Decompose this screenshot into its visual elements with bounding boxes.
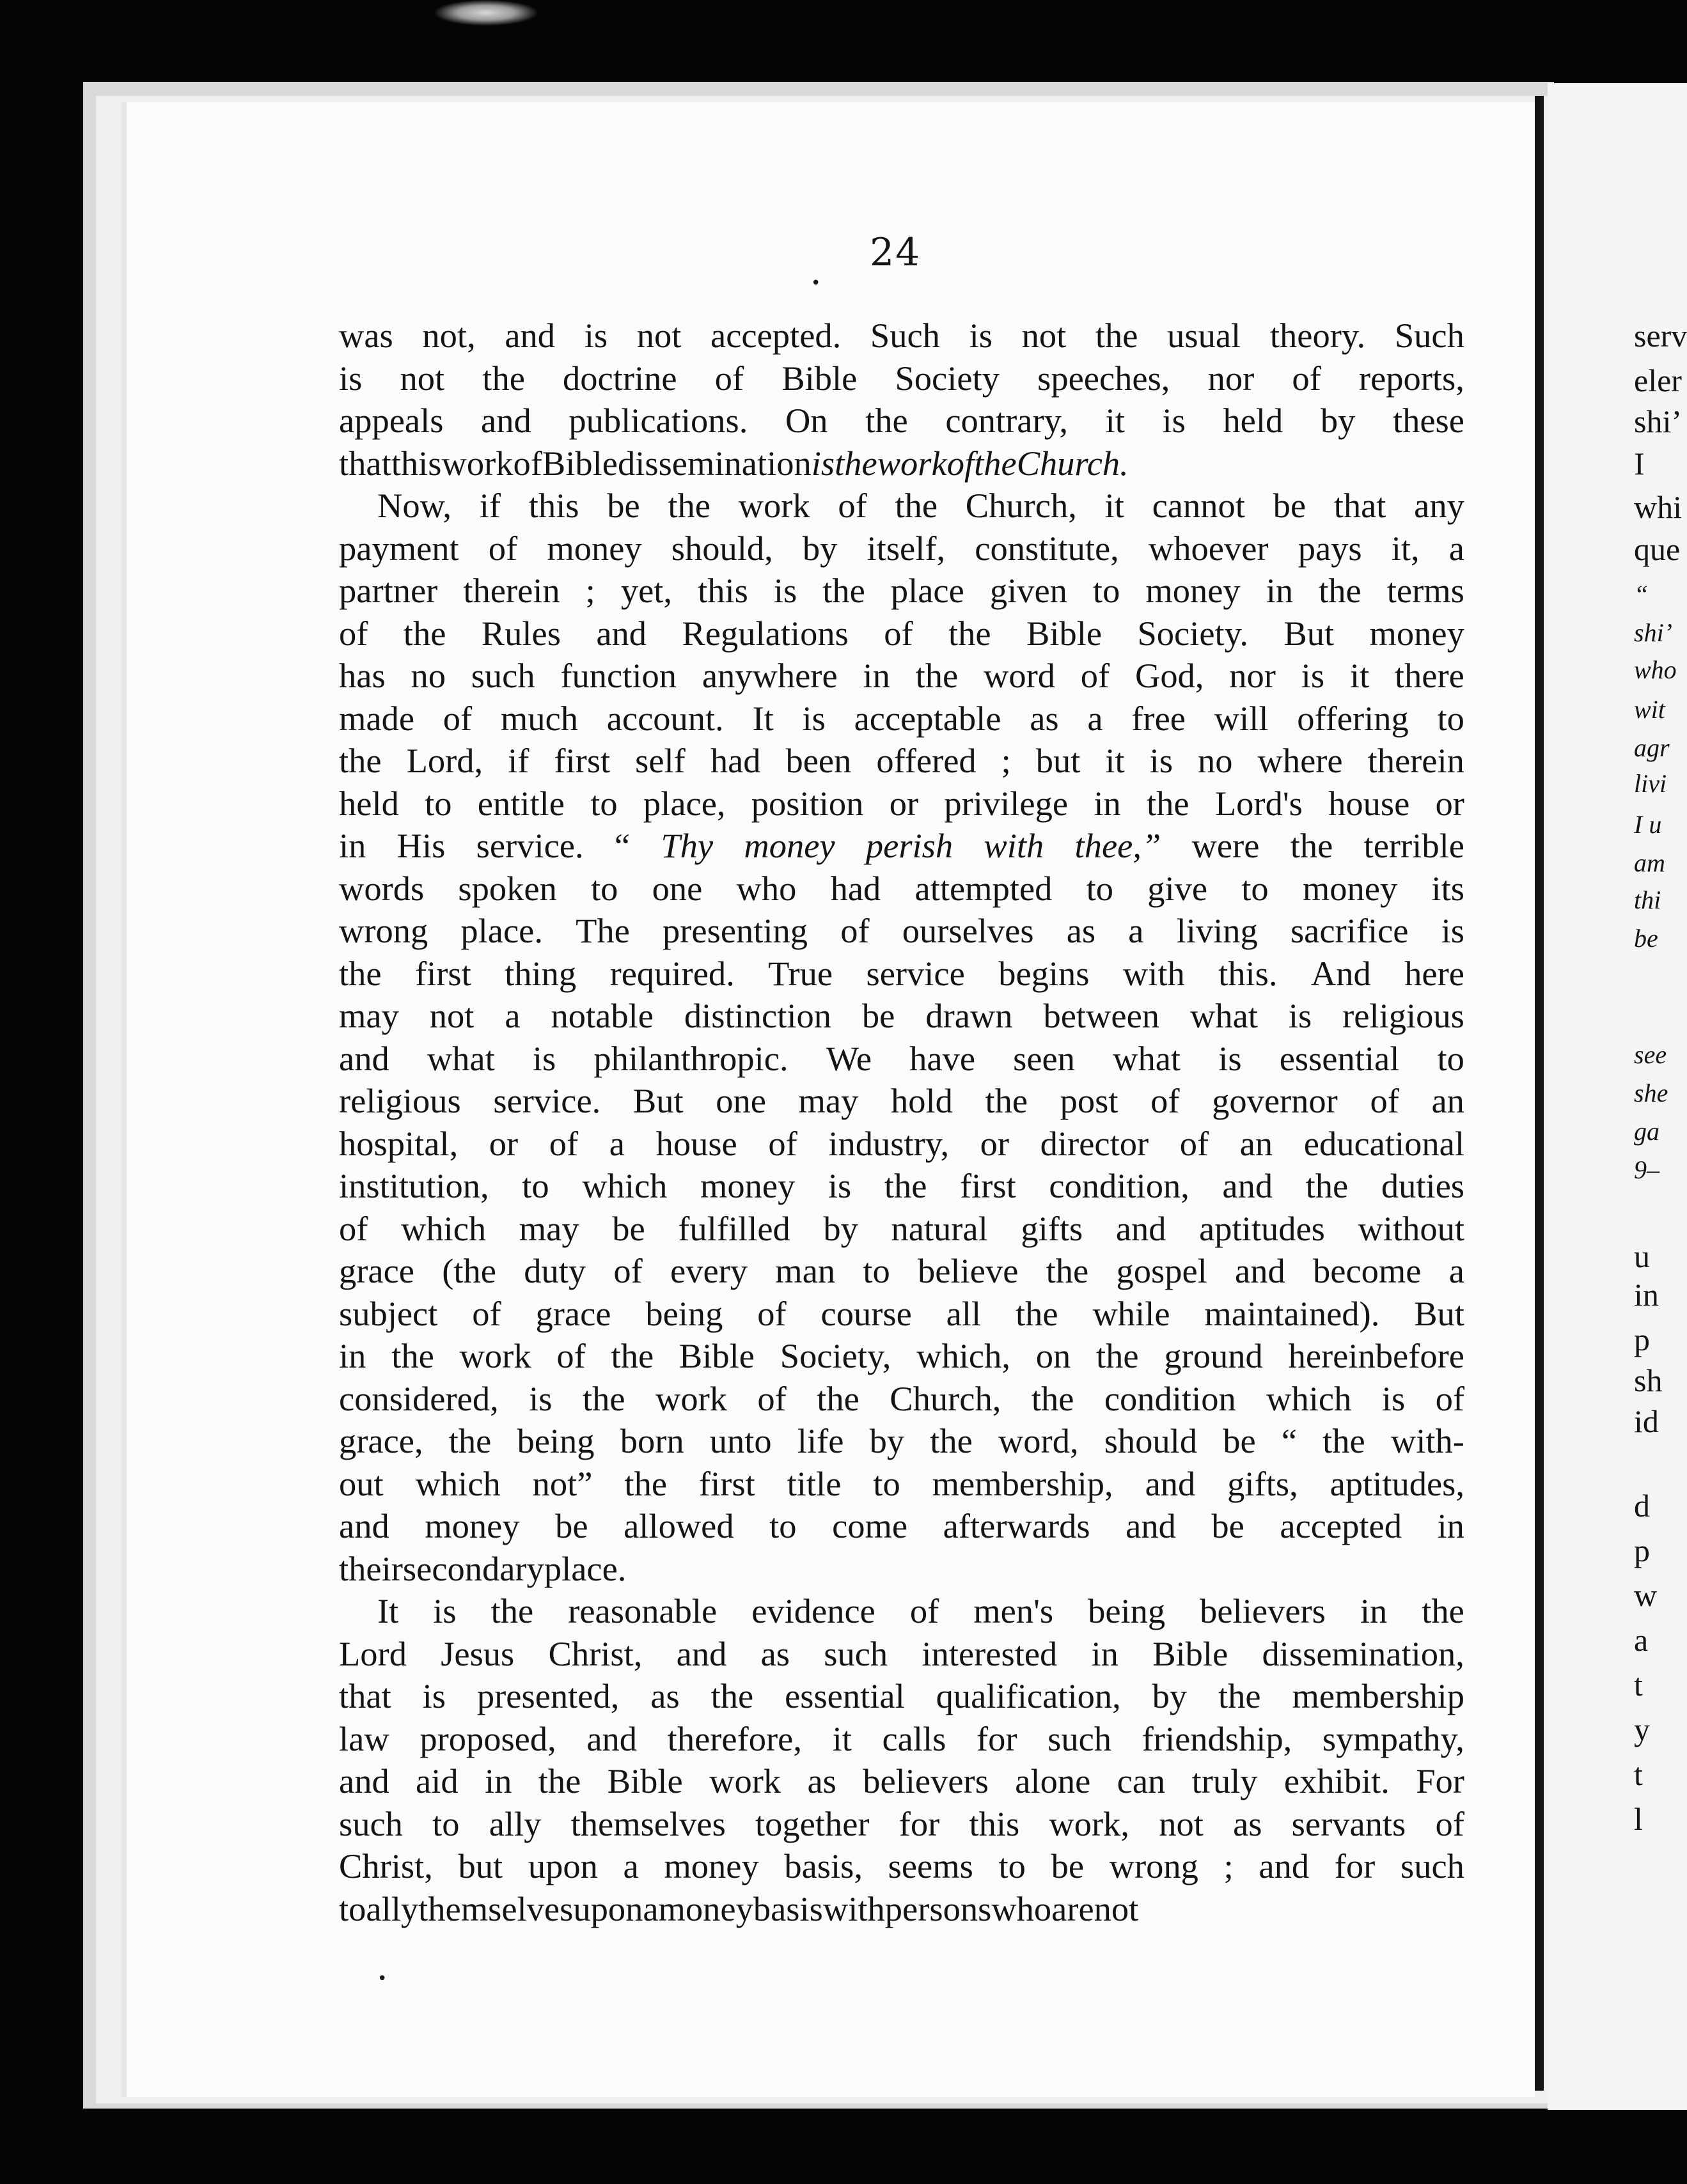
text-line: institution, to which money is the first condition, and the duties [339,1166,1464,1205]
facing-page-fragment: in [1634,1277,1659,1313]
facing-page-fragment: wit [1634,695,1665,724]
text-line: hospital, or of a house of industry, or director of an educational [339,1123,1464,1163]
facing-page-fragment: “ [1634,580,1649,609]
text-line: appeals and publications. On the contrary, it is held by these [339,401,1464,440]
facing-page-fragment: am [1634,848,1665,877]
page-body-text [339,315,1464,1930]
text-line: Now, if this be the work of the Church, it cannot be that any [377,486,1464,525]
facing-page-fragment: y [1634,1712,1650,1747]
text-line: grace, the being born unto life by the word, should be “ the with- [339,1421,1464,1460]
facing-page-fragment: 9– [1634,1155,1660,1184]
text-line: out which not” the first title to membership, and gifts, aptitudes, [339,1463,1464,1503]
text-line: that is presented, as the essential qualification, by the membership [339,1676,1464,1715]
facing-page-fragment: she [1634,1079,1668,1107]
page-number: 24 [870,230,922,275]
text-line: may not a notable distinction be drawn between what is religious [339,996,1464,1035]
text-line: Christ, but upon a money basis, seems to be wrong ; and for such [339,1846,1464,1885]
facing-page-fragment: que [1634,531,1681,567]
facing-page-fragment: who [1634,655,1677,684]
facing-page-fragment: ga [1634,1117,1660,1146]
facing-page-fragment: whi [1634,489,1682,525]
facing-page-fragment: livi [1634,769,1667,798]
facing-page-fragment: p [1634,1322,1650,1357]
text-line: was not, and is not accepted. Such is not the usual theory. Such [339,316,1464,355]
facing-page-fragment: t [1634,1667,1643,1703]
text-line: and what is philanthropic. We have seen what is essential to [339,1038,1464,1078]
facing-page-fragment: shiʼ [1634,618,1672,647]
text-line: to ally themselves upon a money basis with persons who are not [339,1889,1139,1928]
text-line: that this work of Bible dissemination is the work of the Church. [339,443,1129,483]
facing-page-fragment: be [1634,924,1658,953]
text-line: made of much account. It is acceptable as a free will offering to [339,698,1464,738]
facing-page-fragment: serv [1634,318,1687,354]
text-line: subject of grace being of course all the while maintained). But [339,1293,1464,1333]
printer-mark: • [811,274,821,293]
text-line: of which may be fulfilled by natural gifts and aptitudes without [339,1208,1464,1248]
facing-page-fragment: see [1634,1040,1667,1069]
page-gutter [1535,96,1544,2091]
text-line: the Lord, if first self had been offered ; but it is no where therein [339,741,1464,780]
scan-speck [435,0,537,26]
text-line: held to entitle to place, position or privilege in the Lord's house or [339,783,1464,823]
text-line: is not the doctrine of Bible Society speeches, nor of reports, [339,358,1464,398]
facing-page-fragment: agr [1634,733,1670,762]
text-line: considered, is the work of the Church, the condition which is of [339,1378,1464,1418]
text-line: religious service. But one may hold the post of governor of an [339,1081,1464,1120]
text-line: partner therein ; yet, this is the place given to money in the terms [339,571,1464,610]
facing-page-fragment: id [1634,1403,1659,1439]
facing-page-fragment: I u [1634,810,1662,839]
facing-page-fragment: shiʼ [1634,403,1682,439]
text-line: Lord Jesus Christ, and as such interested in Bible dissemination, [339,1634,1464,1673]
text-line: words spoken to one who had attempted to give to money its [339,868,1464,908]
facing-page-fragment: l [1634,1801,1643,1837]
text-line: has no such function anywhere in the word of God, nor is it there [339,656,1464,695]
facing-page-fragment: p [1634,1533,1650,1568]
text-line: the first thing required. True service begins with this. And here [339,953,1464,993]
facing-page-fragment: thi [1634,885,1661,914]
text-line: their secondary place. [339,1548,627,1588]
printer-mark-bottom: • [377,1969,388,1988]
text-line: grace (the duty of every man to believe the gospel and become a [339,1251,1464,1290]
text-line: wrong place. The presenting of ourselves as a living sacrifice is [339,911,1464,950]
text-line: law proposed, and therefore, it calls for such friendship, sympathy, [339,1719,1464,1758]
facing-page-fragment: w [1634,1577,1658,1613]
text-line: payment of money should, by itself, constitute, whoever pays it, a [339,528,1464,568]
text-line: and money be allowed to come afterwards and be accepted in [339,1506,1464,1545]
facing-page-fragment: d [1634,1488,1650,1524]
text-line: of the Rules and Regulations of the Bible Society. But money [339,613,1464,653]
text-line: in the work of the Bible Society, which, on the ground hereinbefore [339,1336,1464,1375]
facing-page-fragment: a [1634,1622,1649,1658]
text-line: such to ally themselves together for this work, not as servants of [339,1804,1464,1843]
facing-page-fragment: I [1634,446,1645,481]
facing-page-fragment: u [1634,1238,1650,1274]
text-line: It is the reasonable evidence of men's being believers in the [377,1591,1464,1630]
facing-page-fragment: eler [1634,363,1682,398]
text-line: in His service. “ Thy money perish with thee,” were the terrible [339,826,1464,865]
facing-page-fragment: sh [1634,1362,1663,1398]
facing-page-fragment: t [1634,1756,1643,1792]
text-line: and aid in the Bible work as believers alone can truly exhibit. For [339,1761,1464,1800]
